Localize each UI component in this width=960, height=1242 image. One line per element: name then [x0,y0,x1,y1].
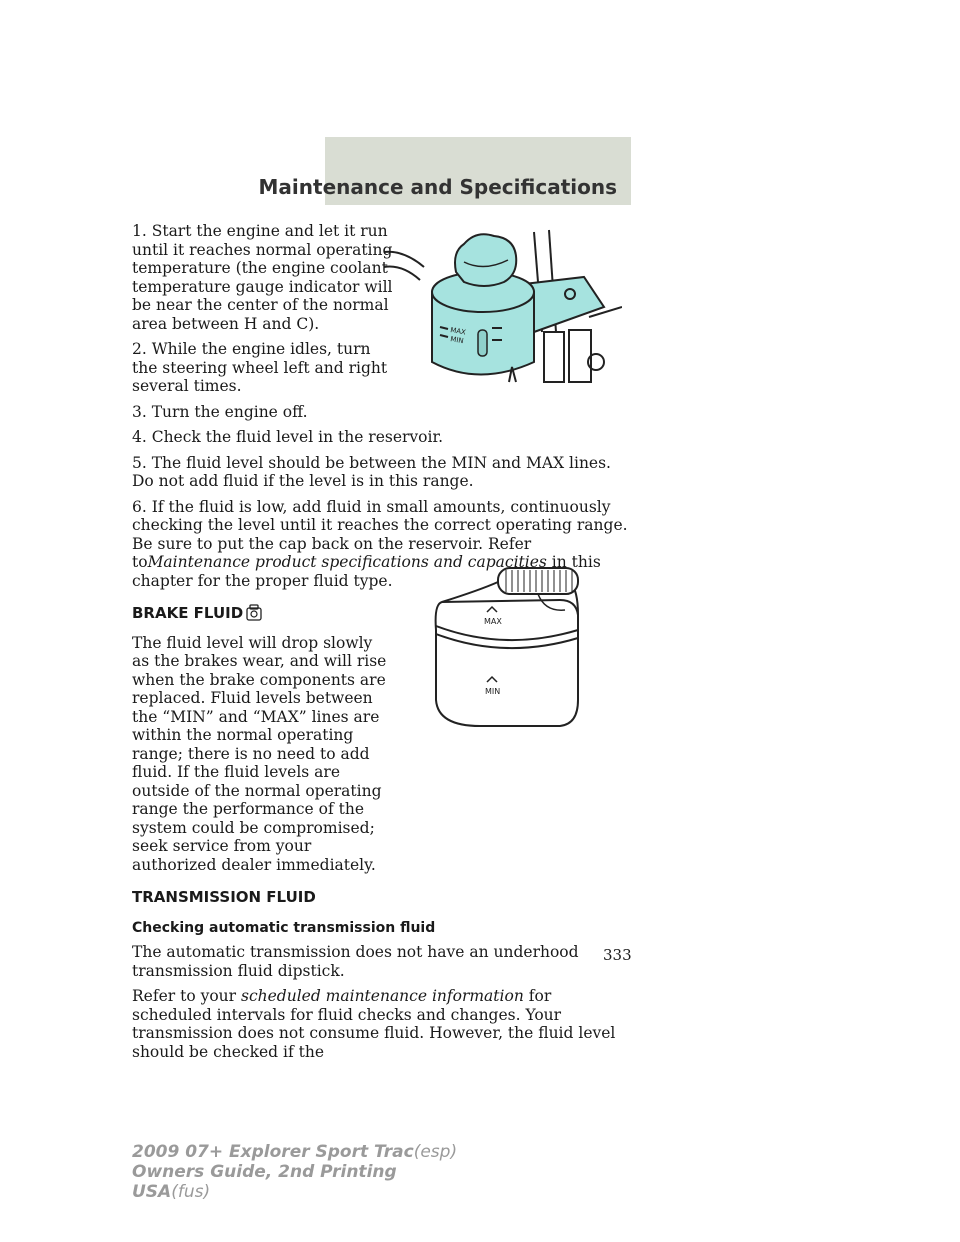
transmission-paragraph-2: Refer to your scheduled maintenance information for scheduled intervals for fluid checks and changes. Your transmission does not consume fluid. However, the fluid level should be checked if the [132,987,616,1061]
step-1: 1. Start the engine and let it run until it reaches normal operating temperature (the engine coolant temperature gauge indicator will be near the center of the normal area between H and C). [132,222,393,333]
page-number: 333 [603,946,632,964]
brake-min-label: MIN [485,687,501,696]
footer: 2009 07+ Explorer Sport Trac(esp) Owners Guide, 2nd Printing USA(fus) [132,1142,458,1202]
step-5: 5. The fluid level should be between the MIN and MAX lines. Do not add fluid if the level is in this range. [132,453,611,490]
reservoir-min-label: MIN [449,335,465,346]
transmission-fluid-heading: TRANSMISSION FLUID [132,888,316,906]
page-content [132,222,632,1068]
reference-scheduled-maintenance: scheduled maintenance information [241,987,524,1005]
brake-fluid-icon [245,604,263,627]
header-band [258,137,631,205]
brake-fluid-heading: BRAKE FLUID [132,604,632,627]
section-title: Maintenance and Specifications [258,175,617,199]
transmission-paragraph-1: The automatic transmission does not have an underhood transmission fluid dipstick. [132,943,579,980]
step-3: 3. Turn the engine off. [132,402,308,421]
reservoir-max-label: MAX [449,326,467,337]
reference-product-specifications: Maintenance product specifications and capacities [147,553,547,571]
brake-max-label: MAX [484,617,502,626]
step-4: 4. Check the fluid level in the reservoir. [132,428,444,446]
step-2: 2. While the engine idles, turn the steering wheel left and right several times. [132,340,388,395]
brake-fluid-body: The fluid level will drop slowly as the brakes wear, and will rise when the brake components are replaced. Fluid levels between the “MIN” and “MAX” lines are within the normal operating range; there is no need to add fluid. If the fluid levels are outside of the normal operating range the performance of the system could be compromised; seek service from your authorized dealer immediately. [132,633,387,874]
checking-atf-subheading: Checking automatic transmission fluid [132,919,436,936]
step-6: 6. If the fluid is low, add fluid in small amounts, continuously checking the level until it reaches the correct operating range. Be sure to put the cap back on the reservoir. Refer toMaintenance product specifications and capacities in this chapter for the proper fluid type. [132,497,628,590]
